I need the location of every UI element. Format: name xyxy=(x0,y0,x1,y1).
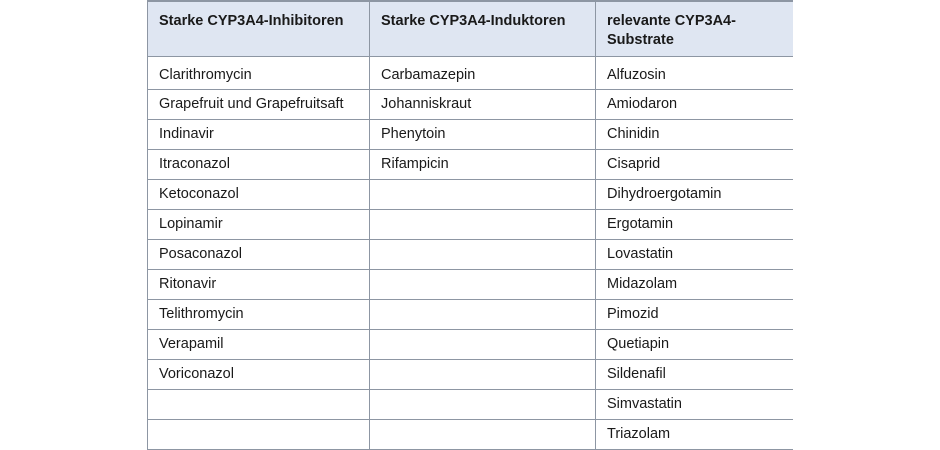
cell-inducer: Rifampicin xyxy=(370,149,596,179)
cell-inhibitor: Verapamil xyxy=(148,329,370,359)
cell-substrate: Triazolam xyxy=(596,419,794,449)
table-row xyxy=(148,89,794,119)
cell-inducer: Phenytoin xyxy=(370,119,596,149)
table-row xyxy=(148,389,794,419)
table-row xyxy=(148,149,794,179)
cyp3a4-table-container xyxy=(147,0,793,450)
table-row xyxy=(148,209,794,239)
cell-inhibitor: Grapefruit und Grapefruitsaft xyxy=(148,89,370,119)
cell-inducer xyxy=(370,389,596,419)
cell-inducer: Johanniskraut xyxy=(370,89,596,119)
table-row xyxy=(148,419,794,449)
table-row xyxy=(148,179,794,209)
cell-inhibitor: Itraconazol xyxy=(148,149,370,179)
cell-substrate: Chinidin xyxy=(596,119,794,149)
header-inhibitors: Starke CYP3A4-Inhibitoren xyxy=(148,1,370,56)
header-inducers: Starke CYP3A4-Induktoren xyxy=(370,1,596,56)
cell-inhibitor: Voriconazol xyxy=(148,359,370,389)
cell-inducer xyxy=(370,329,596,359)
cell-inhibitor: Ketoconazol xyxy=(148,179,370,209)
cell-inhibitor: Clarithromycin xyxy=(148,56,370,89)
table-row xyxy=(148,239,794,269)
cell-inducer xyxy=(370,209,596,239)
table-row xyxy=(148,329,794,359)
cell-inducer: Carbamazepin xyxy=(370,56,596,89)
table-row xyxy=(148,119,794,149)
cell-substrate: Quetiapin xyxy=(596,329,794,359)
cell-inhibitor: Ritonavir xyxy=(148,269,370,299)
table-row xyxy=(148,56,794,89)
cell-inducer xyxy=(370,179,596,209)
cell-substrate: Sildenafil xyxy=(596,359,794,389)
cell-substrate: Ergotamin xyxy=(596,209,794,239)
cell-inhibitor xyxy=(148,389,370,419)
table-header-row xyxy=(148,1,794,56)
table-row xyxy=(148,359,794,389)
table-row xyxy=(148,269,794,299)
cell-inducer xyxy=(370,359,596,389)
cell-substrate: Cisaprid xyxy=(596,149,794,179)
cell-inhibitor: Lopinamir xyxy=(148,209,370,239)
cell-inhibitor: Indinavir xyxy=(148,119,370,149)
cell-inducer xyxy=(370,419,596,449)
cyp3a4-table xyxy=(147,0,793,450)
cell-inducer xyxy=(370,299,596,329)
header-substrates: relevante CYP3A4-Substrate xyxy=(596,1,794,56)
cell-inhibitor: Posaconazol xyxy=(148,239,370,269)
cell-substrate: Alfuzosin xyxy=(596,56,794,89)
cell-substrate: Amiodaron xyxy=(596,89,794,119)
cell-inducer xyxy=(370,269,596,299)
cell-substrate: Dihydroergotamin xyxy=(596,179,794,209)
cell-inhibitor xyxy=(148,419,370,449)
table-row xyxy=(148,299,794,329)
cell-inducer xyxy=(370,239,596,269)
cell-substrate: Midazolam xyxy=(596,269,794,299)
cell-substrate: Lovastatin xyxy=(596,239,794,269)
cell-substrate: Simvastatin xyxy=(596,389,794,419)
cell-substrate: Pimozid xyxy=(596,299,794,329)
cell-inhibitor: Telithromycin xyxy=(148,299,370,329)
